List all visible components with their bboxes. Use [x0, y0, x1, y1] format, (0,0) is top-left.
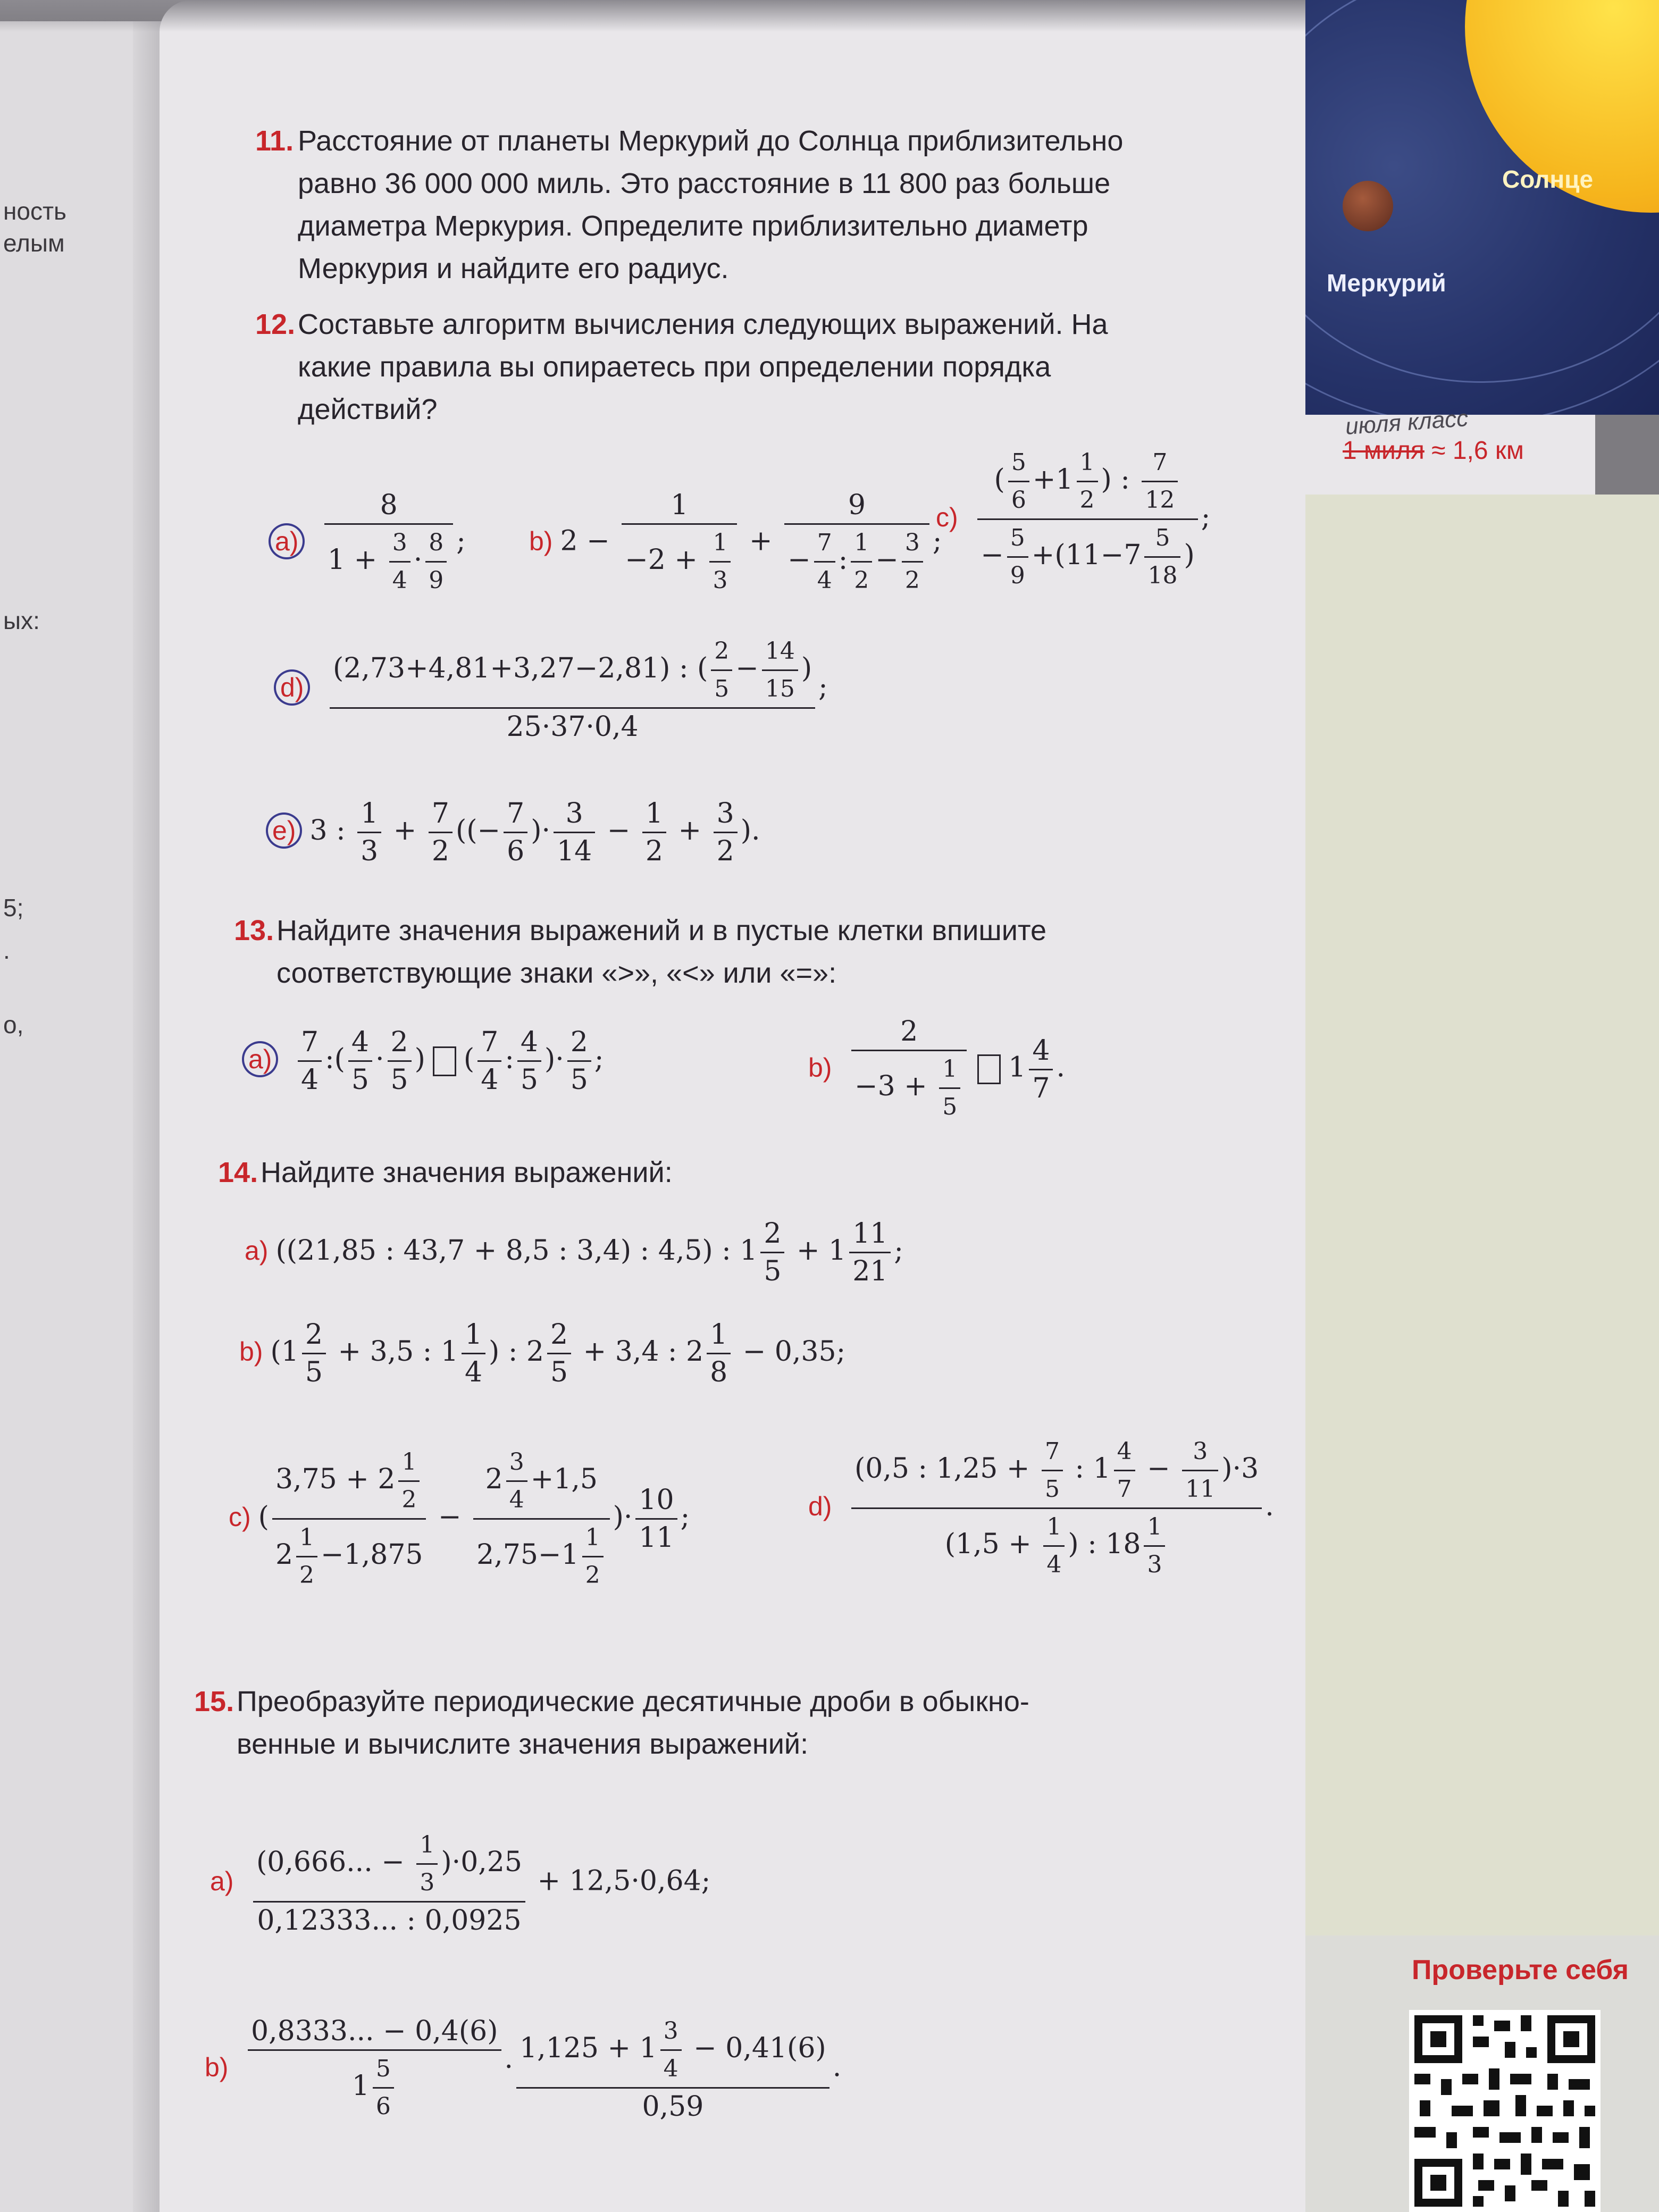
left-page-text: елым [3, 229, 65, 257]
problem-number: 13. [234, 915, 274, 946]
expression-12e: e) 3 : $\frac{1}{3}$ + $\frac{7}{2}$ ((− $\frac{7}{6}$ )· $\frac{3}{14}$ − $\frac{1}{2}$ + $\frac{3}{2}$ ). [266, 798, 760, 867]
qr-code-icon[interactable] [1409, 2010, 1601, 2212]
expression-15b: b) 0,8333... − 0,4(6) 1 $\frac{5}{6}$ · 1,125 + 1 $\frac{3}{4}$ − 0,41(6) 0,59 . [205, 2015, 842, 2123]
problem-number: 14. [218, 1157, 258, 1188]
expression-13a: a) $\frac{7}{4}$ :( $\frac{4}{5}$ · $\frac{2}{5}$ ) ( $\frac{7}{4}$ : $\frac{4}{5}$ )· $\frac{2}{5}$ ; [242, 1026, 604, 1096]
handwritten-note: июля класс [1344, 405, 1469, 440]
problem-13 [234, 909, 1287, 994]
item-label: c) [229, 1502, 251, 1532]
item-label: a) [245, 1236, 269, 1266]
problem-text: Составьте алгоритм вычисления следующих выражений. На какие правила вы опираетесь при определении порядка действий? [298, 308, 1108, 425]
expression-12d: d) (2,73+4,81+3,27−2,81) : ( $\frac{2}{5}$ − $\frac{14}{15}$ ) 25·37·0,4 ; [274, 635, 828, 743]
problem-12 [255, 303, 1255, 431]
item-label: a) [242, 1041, 278, 1077]
expression-13b: b) 2 −3 + $\frac{1}{5}$ 1 $\frac{4}{7}$ . [808, 1016, 1065, 1123]
check-yourself-title: Проверьте себя [1412, 1955, 1629, 1985]
problem-15 [194, 1680, 1300, 1765]
expression-12c: c) ( $\frac{5}{6}$ +1 $\frac{1}{2}$ ) : $\frac{7}{12}$ − $\frac{5}{9}$ +(11−7 $\frac{5}{18}$ ) ; [936, 447, 1210, 592]
left-page-text: о, [3, 1011, 24, 1038]
item-label: b) [239, 1337, 263, 1367]
expression-12a: a) 8 1 + $\frac{3}{4}$ · $\frac{8}{9}$ ; [269, 489, 466, 597]
mile-conversion [1343, 436, 1524, 465]
answer-box[interactable] [433, 1046, 456, 1076]
left-page-text: . [3, 936, 10, 964]
problem-text: Найдите значения выражений и в пустые клетки впишите соответствующие знаки «>», «<» или «=»: [276, 915, 1047, 989]
problem-number: 11. [255, 125, 294, 157]
mile-struck-text: 1 миля [1343, 437, 1425, 465]
left-page-text: 5; [3, 894, 24, 921]
mercury-image [1343, 181, 1393, 231]
expression-15a: a) (0,666... − $\frac{1}{3}$ )·0,25 0,12333... : 0,0925 + 12,5·0,64; [210, 1831, 711, 1937]
problem-text: Расстояние от планеты Меркурий до Солнца приблизительно равно 36 000 000 миль. Это расстояние в 11 800 раз больше диаметра Меркурия. Определите приблизительно диаметр Меркурия и найдите его радиус. [298, 125, 1124, 284]
problem-number: 12. [255, 308, 296, 340]
expression-14d: d) (0,5 : 1,25 + $\frac{7}{5}$ : 1 $\frac{4}{7}$ − $\frac{3}{11}$ )·3 (1,5 + $\frac{1}{4}$ ) : 18 $\frac{1}{3}$ . [808, 1436, 1274, 1581]
sun-label: Солнце [1502, 165, 1594, 193]
expression-14c: c) ( 3,75 + 2 $\frac{1}{2}$ 2 $\frac{1}{2}$ −1,875 − 2 $\frac{3}{4}$ +1,5 2,75−1 $\frac{1}{2}$ )· $\frac{10}{11}$ ; [229, 1446, 690, 1591]
sidebar-panel [1305, 495, 1659, 1951]
expression-14a: a) ((21,85 : 43,7 + 8,5 : 3,4) : 4,5) : 1 $\frac{2}{5}$ + 1 $\frac{11}{21}$ ; [245, 1218, 903, 1287]
item-label: c) [936, 502, 958, 532]
item-label: b) [808, 1052, 832, 1083]
mile-value: ≈ 1,6 км [1424, 437, 1524, 465]
expression-14b: b) (1 $\frac{2}{5}$ + 3,5 : 1 $\frac{1}{4}$ ) : 2 $\frac{2}{5}$ + 3,4 : 2 $\frac{1}{8}$ − 0,35; [239, 1319, 846, 1388]
answer-box[interactable] [977, 1054, 1001, 1084]
left-page-text: ых: [3, 607, 40, 634]
item-label: b) [205, 2052, 229, 2082]
item-label: a) [269, 523, 305, 559]
item-label: a) [210, 1866, 234, 1896]
problem-text: Найдите значения выражений: [261, 1157, 673, 1188]
problem-11 [255, 120, 1255, 290]
item-label: b) [529, 526, 553, 556]
solar-system-illustration [1305, 0, 1659, 415]
mercury-label: Меркурий [1327, 269, 1446, 297]
item-label: d) [274, 669, 310, 706]
item-label: d) [808, 1492, 832, 1521]
problem-number: 15. [194, 1686, 234, 1717]
problem-text: Преобразуйте периодические десятичные дроби в обыкно- венные и вычислите значения выражений: [237, 1686, 1029, 1760]
expression-12b: b) 2 − 1 −2 + $\frac{1}{3}$ + 9 − $\frac{7}{4}$ : $\frac{1}{2}$ − $\frac{3}{2}$ ; [529, 489, 942, 597]
item-label: e) [266, 812, 302, 849]
problem-14 [218, 1151, 1271, 1194]
left-page-text: ность [3, 197, 67, 225]
